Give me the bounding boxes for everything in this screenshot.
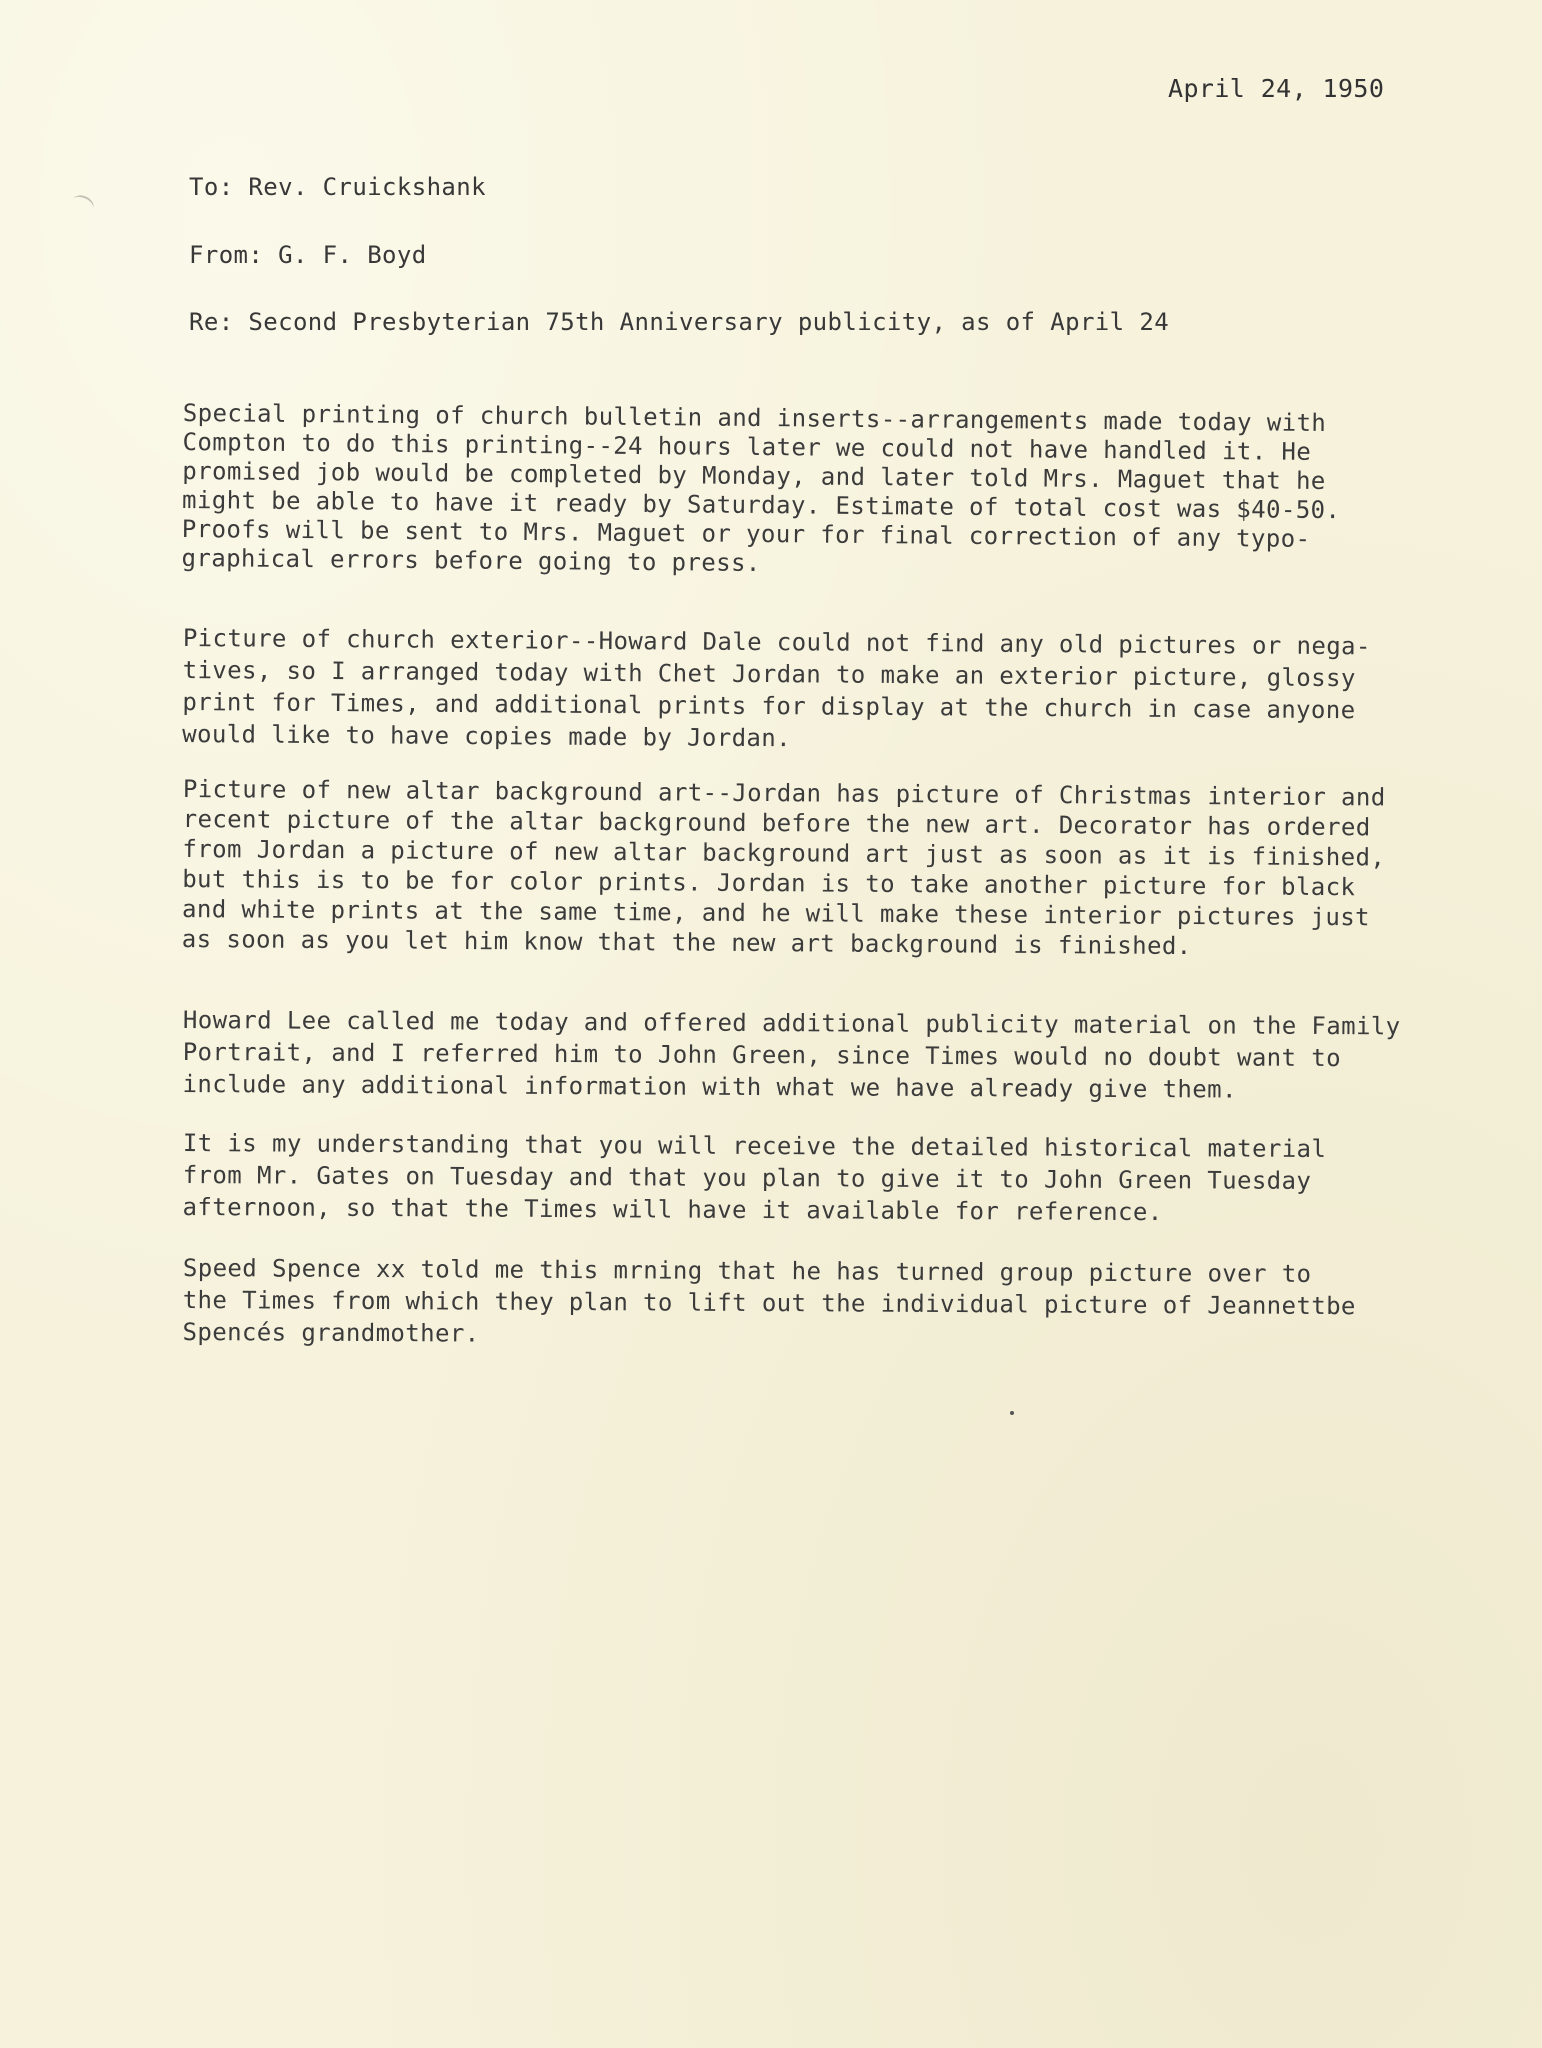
memo-to: To: Rev. Cruickshank [189, 173, 486, 201]
paper-speck [1010, 1411, 1014, 1415]
text-line: Portrait, and I referred him to John Green, since Times would no doubt want to [182, 1037, 1342, 1073]
text-line: Howard Lee called me today and offered additional publicity material on the Family [182, 1006, 1401, 1041]
paragraph-historical-material [182, 1127, 1482, 1230]
text-line: include any additional information with what we have already give them. [182, 1069, 1237, 1104]
paragraph-group-picture [182, 1252, 1482, 1355]
paragraph-exterior-picture [182, 622, 1483, 759]
text-line: It is my understanding that you will receive the detailed historical material [182, 1129, 1327, 1163]
margin-smudge [70, 192, 97, 216]
text-line: from Mr. Gates on Tuesday and that you plan to give it to John Green Tuesday [182, 1160, 1312, 1195]
text-line: Picture of church exterior--Howard Dale could not find any old pictures or nega- [182, 623, 1371, 661]
memo-from: From: G. F. Boyd [189, 241, 427, 269]
paragraph-family-portrait [182, 1004, 1482, 1107]
text-line: and white prints at the same time, and he will make these interior pictures just [181, 894, 1371, 932]
text-line: afternoon, so that the Times will have it available for reference. [182, 1192, 1163, 1227]
text-line: as soon as you let him know that the new art background is finished. [181, 924, 1192, 961]
text-line: tives, so I arranged today with Chet Jordan to make an exterior picture, glossy [182, 655, 1356, 693]
text-line: but this is to be for color prints. Jordan is to take another picture for black [182, 864, 1356, 902]
text-line: from Jordan a picture of new altar background art just as soon as it is finished, [182, 834, 1386, 872]
text-line: Compton to do this printing--24 hours later we could not have handled it. He [182, 427, 1312, 466]
text-line: Proofs will be sent to Mrs. Maguet or your for final correction of any typo- [181, 514, 1311, 553]
paragraph-printing [181, 399, 1482, 584]
text-line: Speed Spence xx told me this mrning that he has turned group picture over to [182, 1254, 1312, 1288]
paragraph-altar-art [182, 774, 1483, 963]
text-line: Spencés grandmother. [182, 1317, 480, 1348]
text-line: print for Times, and additional prints for display at the church in case anyone [182, 687, 1356, 725]
text-line: promised job would be completed by Monday, and later told Mrs. Maguet that he [182, 456, 1326, 495]
text-line: would like to have copies made by Jordan. [182, 719, 792, 753]
memo-subject: Re: Second Presbyterian 75th Anniversary publicity, as of April 24 [189, 308, 1170, 336]
text-line: the Times from which they plan to lift out the individual picture of Jeannettbe [182, 1285, 1356, 1321]
memo-date: April 24, 1950 [1168, 74, 1385, 103]
text-line: Picture of new altar background art--Jordan has picture of Christmas interior and [182, 775, 1386, 812]
text-line: Special printing of church bulletin and inserts--arrangements made today with [182, 399, 1327, 437]
text-line: recent picture of the altar background before the new art. Decorator has ordered [182, 804, 1371, 842]
text-line: might be able to have it ready by Saturday. Estimate of total cost was $40-50. [181, 485, 1341, 525]
text-line: graphical errors before going to press. [181, 543, 761, 578]
